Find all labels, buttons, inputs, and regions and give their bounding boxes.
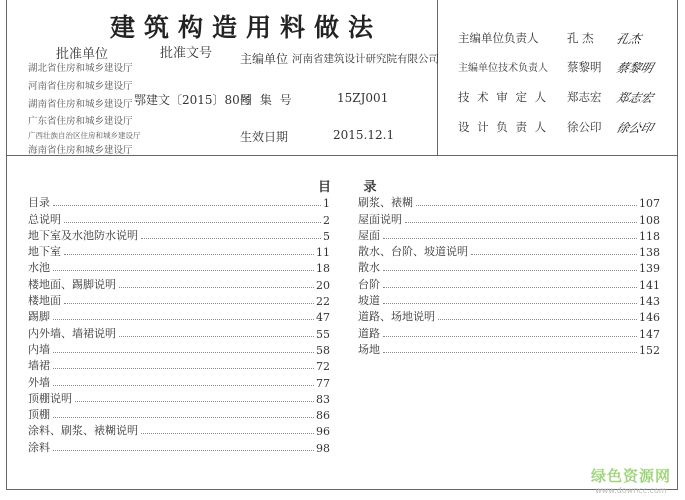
toc-entry-page: 47: [316, 311, 330, 325]
toc-entry-page: 138: [639, 246, 660, 260]
toc-entry-title: 台阶: [358, 277, 380, 291]
toc-entry-title: 总说明: [28, 212, 61, 226]
toc-leader-dots: [53, 270, 314, 271]
toc-entry-title: 屋面: [358, 228, 380, 242]
approval-unit: 河南省住房和城乡建设厅: [28, 81, 133, 92]
document-title: 建筑构造用料做法: [110, 13, 383, 42]
toc-entry-title: 涂料、刷浆、裱糊说明: [28, 424, 138, 438]
toc-entry-title: 外墙: [28, 375, 50, 389]
approval-unit: 湖北省住房和城乡建设厅: [28, 63, 133, 74]
toc-entry-title: 刷浆、裱糊: [358, 196, 413, 210]
toc-entry-page: 83: [316, 392, 330, 406]
toc-leader-dots: [383, 303, 637, 304]
toc-entry-page: 58: [316, 343, 330, 357]
toc-entry-title: 内墙: [28, 342, 50, 356]
toc-entry[interactable]: [28, 324, 330, 340]
approval-unit-label: 批准单位: [56, 47, 109, 62]
toc-entry-title: 顶棚: [28, 408, 50, 422]
toc-entry-page: 86: [316, 409, 330, 423]
toc-leader-dots: [64, 222, 321, 223]
toc-entry[interactable]: [28, 259, 330, 275]
toc-entry-page: 18: [316, 262, 330, 276]
toc-leader-dots: [405, 222, 637, 223]
toc-entry-title: 楼地面、踢脚说明: [28, 277, 116, 291]
toc-entry-title: 道路、场地说明: [358, 310, 435, 324]
toc-entry[interactable]: [28, 243, 330, 259]
toc-entry-page: 77: [316, 376, 330, 390]
toc-entry[interactable]: [358, 243, 660, 259]
toc-entry[interactable]: [28, 292, 330, 308]
toc-entry[interactable]: [358, 210, 660, 226]
atlas-no-label: 图 集 号: [240, 93, 294, 107]
toc-entry-title: 地下室及水池防水说明: [28, 228, 138, 242]
toc-leader-dots: [438, 319, 637, 320]
chief-unit: 河南省建筑设计研究院有限公司: [292, 53, 439, 65]
toc-entry[interactable]: [358, 275, 660, 291]
toc-entry-page: 107: [639, 197, 660, 211]
toc-entry-page: 98: [316, 441, 330, 455]
toc-entry-title: 道路: [358, 326, 380, 340]
header-column-divider: [437, 0, 438, 155]
responsible-role: 主编单位负责人: [458, 31, 539, 45]
signature: 徐公印: [614, 121, 655, 135]
toc-entry[interactable]: [28, 406, 330, 422]
toc-entry-page: 108: [639, 213, 660, 227]
toc-entry-title: 场地: [358, 342, 380, 356]
toc-entry-title: 散水: [358, 261, 380, 275]
toc-entry[interactable]: [358, 227, 660, 243]
responsible-name: 蔡黎明: [567, 60, 602, 74]
toc-entry-page: 2: [323, 213, 330, 227]
responsible-role: 设 计 负 责 人: [458, 120, 549, 134]
toc-leader-dots: [383, 352, 637, 353]
signature: 郑志宏: [614, 91, 655, 105]
toc-entry-title: 散水、台阶、坡道说明: [358, 245, 468, 259]
toc-entry-title: 水池: [28, 261, 50, 275]
toc-entry-page: 147: [639, 327, 660, 341]
toc-entry-page: 11: [316, 246, 330, 260]
toc-leader-dots: [53, 450, 314, 451]
responsible-name: 徐公印: [567, 120, 602, 134]
toc-entry-title: 墙裙: [28, 359, 50, 373]
toc-entry-title: 顶棚说明: [28, 391, 72, 405]
toc-leader-dots: [53, 205, 321, 206]
toc-entry[interactable]: [28, 194, 330, 210]
toc-leader-dots: [119, 287, 314, 288]
toc-entry-title: 涂料: [28, 440, 50, 454]
toc-entry-page: 20: [316, 278, 330, 292]
toc-entry[interactable]: [358, 324, 660, 340]
watermark-name: 绿色资源网: [590, 467, 671, 485]
toc-entry[interactable]: [28, 438, 330, 454]
watermark-url: www.downcc.com: [595, 486, 667, 495]
toc-leader-dots: [141, 238, 321, 239]
approval-doc-label: 批准文号: [160, 46, 213, 61]
responsible-name: 孔 杰: [567, 31, 594, 45]
toc-entry-page: 143: [639, 295, 660, 309]
toc-entry[interactable]: [28, 422, 330, 438]
toc-leader-dots: [141, 433, 314, 434]
toc-entry-title: 坡道: [358, 294, 380, 308]
toc-entry-title: 屋面说明: [358, 212, 402, 226]
toc-entry-page: 146: [639, 311, 660, 325]
effective-date-label: 生效日期: [240, 130, 289, 144]
approval-unit: 海南省住房和城乡建设厅: [28, 145, 133, 156]
toc-leader-dots: [383, 287, 637, 288]
toc-entry[interactable]: [358, 194, 660, 210]
toc-leader-dots: [383, 336, 637, 337]
toc-entry-page: 1: [323, 197, 330, 211]
toc-entry-title: 踢脚: [28, 310, 50, 324]
effective-date: 2015.12.1: [333, 128, 395, 142]
toc-entry[interactable]: [358, 292, 660, 308]
toc-entry-page: 152: [639, 343, 660, 357]
toc-leader-dots: [53, 352, 314, 353]
toc-entry[interactable]: [28, 357, 330, 373]
responsible-role: 主编单位技术负责人: [458, 63, 548, 74]
toc-entry-page: 55: [316, 327, 330, 341]
toc-entry-title: 地下室: [28, 245, 61, 259]
toc-entry-page: 96: [316, 425, 330, 439]
toc-right-column: [358, 194, 660, 357]
toc-entry[interactable]: [358, 308, 660, 324]
toc-entry-title: 目录: [28, 196, 50, 210]
atlas-no: 15ZJ001: [337, 91, 389, 105]
responsible-role: 技 术 审 定 人: [458, 90, 549, 104]
approval-unit: 广西壮族自治区住房和城乡建设厅: [28, 131, 141, 140]
toc-entry[interactable]: [358, 341, 660, 357]
toc-leader-dots: [75, 401, 314, 402]
toc-entry-page: 22: [316, 295, 330, 309]
toc-leader-dots: [53, 417, 314, 418]
approval-unit: 湖南省住房和城乡建设厅: [28, 99, 133, 110]
toc-entry-page: 72: [316, 360, 330, 374]
approval-unit: 广东省住房和城乡建设厅: [28, 116, 133, 127]
toc-leader-dots: [471, 254, 637, 255]
toc-leader-dots: [64, 254, 314, 255]
toc-entry-title: 内外墙、墙裙说明: [28, 326, 116, 340]
toc-entry[interactable]: [28, 275, 330, 291]
toc-entry-page: 141: [639, 278, 660, 292]
signature: 蔡黎明: [614, 61, 655, 75]
toc-entry[interactable]: [28, 308, 330, 324]
signature: 孔杰: [614, 32, 643, 46]
toc-leader-dots: [53, 368, 314, 369]
toc-entry[interactable]: [28, 210, 330, 226]
chief-unit-label: 主编单位: [240, 52, 289, 66]
toc-leader-dots: [383, 238, 637, 239]
toc-entry-page: 118: [639, 229, 660, 243]
toc-entry[interactable]: [28, 341, 330, 357]
toc-leader-dots: [416, 205, 637, 206]
toc-leader-dots: [383, 270, 637, 271]
toc-leader-dots: [53, 385, 314, 386]
toc-entry-title: 楼地面: [28, 294, 61, 308]
watermark: [591, 465, 671, 495]
toc-leader-dots: [64, 303, 314, 304]
toc-entry[interactable]: [28, 373, 330, 389]
toc-entry-page: 139: [639, 262, 660, 276]
responsible-name: 郑志宏: [567, 90, 602, 104]
toc-entry-page: 5: [323, 229, 330, 243]
toc-entry[interactable]: [358, 259, 660, 275]
toc-leader-dots: [53, 319, 314, 320]
toc-leader-dots: [119, 336, 314, 337]
toc-title: 目 录: [318, 180, 391, 195]
toc-entry[interactable]: [28, 227, 330, 243]
toc-entry[interactable]: [28, 390, 330, 406]
toc-left-column: [28, 194, 330, 455]
approval-doc-no: 鄂建文〔2015〕80号: [134, 93, 252, 107]
